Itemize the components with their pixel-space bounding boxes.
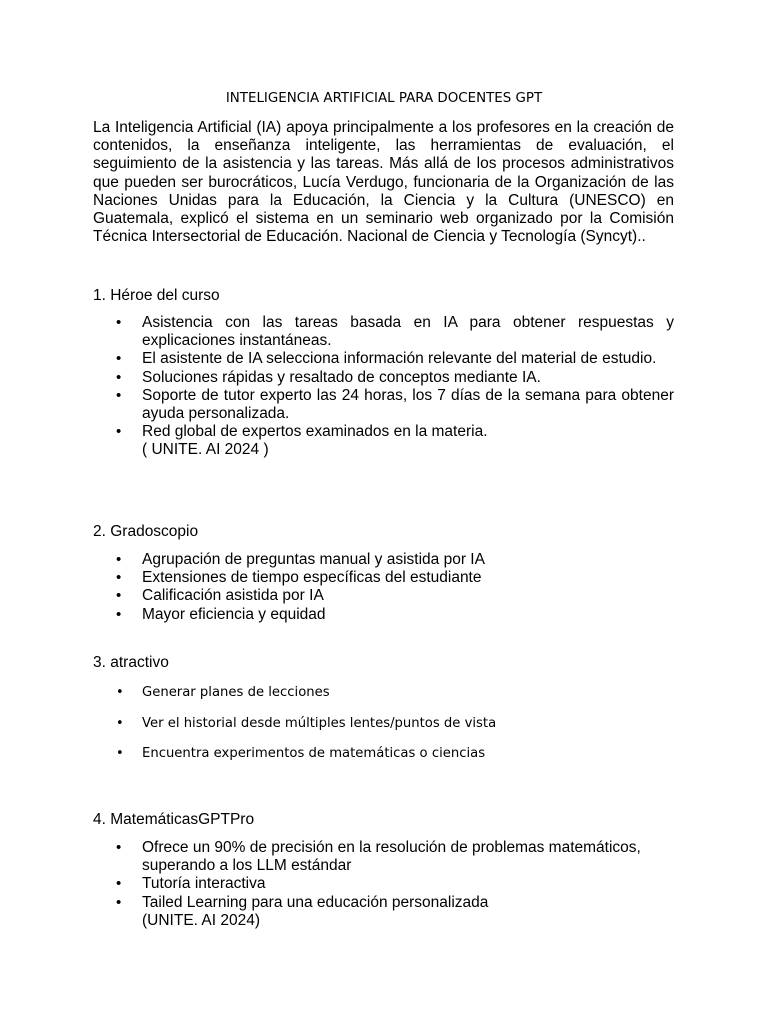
list-item: • Agrupación de preguntas manual y asistida por IA	[116, 551, 485, 568]
bullet-icon: •	[116, 839, 122, 856]
section-1-list	[0, 314, 674, 460]
section-2-list	[0, 551, 674, 624]
list-item: • Calificación asistida por IA	[116, 587, 324, 605]
bullet-icon: •	[116, 715, 124, 731]
list-item: • Mayor eficiencia y equidad	[116, 605, 326, 623]
list-item: • El asistente de IA selecciona información relevante del material de estudio.	[116, 350, 657, 368]
bullet-icon: •	[116, 569, 122, 587]
citation-note: ( UNITE. AI 2024 )	[142, 441, 269, 459]
bullet-icon: •	[116, 746, 124, 761]
section-4-list	[0, 839, 674, 930]
bullet-icon: •	[116, 893, 122, 911]
section-3-list	[0, 684, 674, 776]
list-item: • Red global de expertos examinados en la materia. ( UNITE. AI 2024 )	[0, 423, 674, 459]
section-heading-4: 4. MatemáticasGPTPro	[93, 811, 255, 828]
list-item: • Encuentra experimentos de matemáticas o ciencias	[116, 746, 486, 761]
list-item: • Soluciones rápidas y resaltado de conceptos mediante IA.	[116, 368, 541, 386]
citation-note: (UNITE. AI 2024)	[142, 911, 261, 929]
bullet-icon: •	[116, 386, 122, 404]
section-heading-3: 3. atractivo	[93, 654, 169, 671]
list-item: • Tailed Learning para una educación personalizada (UNITE. AI 2024)	[0, 894, 674, 930]
intro-paragraph: La Inteligencia Artificial (IA) apoya principalmente a los profesores en la creación de contenidos, la enseñanza inteligente, las herramientas de evaluación, el seguimiento de la asistencia y las tareas. Más allá de los procesos administrativos que pueden ser burocráticos, Lucía Verdugo, funcionaria de la Organización de las Naciones Unidas para la Educación, la Ciencia y la Cultura (UNESCO) en Guatemala, explicó el sistema en un seminario web organizado por la Comisión Técnica Intersectorial de Educación. Nacional de Ciencia y Tecnología (Syncyt)..	[93, 119, 674, 246]
bullet-icon: •	[116, 423, 122, 441]
list-item: • Generar planes de lecciones	[116, 685, 330, 700]
list-item: • Ofrece un 90% de precisión en la resolución de problemas matemáticos, superando a los LLM estándar	[116, 839, 641, 875]
list-item: • Extensiones de tiempo específicas del estudiante	[116, 569, 482, 587]
bullet-icon: •	[116, 605, 122, 623]
list-item: • Asistencia con las tareas basada en IA para obtener respuestas y explicaciones instantáneas.	[116, 314, 674, 350]
list-item: • Ver el historial desde múltiples lentes/puntos de vista	[116, 715, 497, 731]
document-title: INTELIGENCIA ARTIFICIAL PARA DOCENTES GPT	[225, 91, 543, 106]
list-item: • Soporte de tutor experto las 24 horas, los 7 días de la semana para obtener ayuda personalizada.	[116, 386, 674, 423]
bullet-icon: •	[116, 551, 122, 568]
section-heading-1: 1. Héroe del curso	[93, 287, 220, 304]
bullet-icon: •	[116, 368, 122, 386]
bullet-icon: •	[116, 350, 122, 368]
section-heading-2: 2. Gradoscopio	[93, 523, 199, 540]
bullet-icon: •	[116, 875, 122, 893]
bullet-icon: •	[116, 685, 124, 700]
list-item: • Tutoría interactiva	[116, 875, 266, 893]
bullet-icon: •	[116, 314, 122, 331]
bullet-icon: •	[116, 587, 122, 605]
